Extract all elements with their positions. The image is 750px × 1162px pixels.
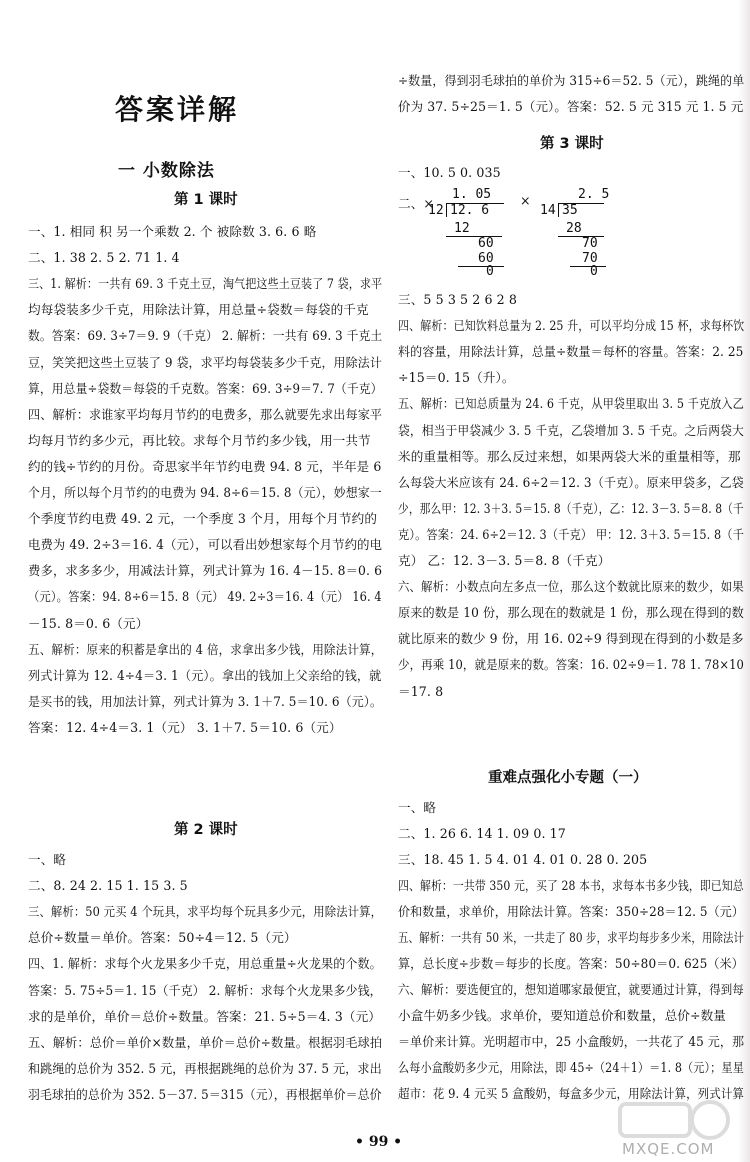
lesson3-text-line: 料的容量，用除法计算，总量÷数量＝每杯的容量。答案：2. 25 <box>398 344 744 360</box>
lesson1-text-line: 约的钱÷节约的月份。奇思家半年节约电费 94. 8 元，半年是 6 <box>28 458 382 474</box>
lesson2-text-line: 答案：5. 75÷5＝1. 15（千克） 2. 解析：求每个火龙果多少钱， <box>28 982 382 998</box>
lesson1-title: 第 1 课时 <box>174 192 238 208</box>
lesson3-text-line: 原来的数是 10 份，那么现在的数就是 1 份，那么现在得到的数 <box>398 605 744 621</box>
lesson1-text-line: 个季度节约电费 49. 2 元，一个季度 3 个月，用每个月节约的 <box>28 511 378 527</box>
lesson3-text-line: 克）。答案：24. 6÷2＝12. 3（千克） 甲：12. 3＋3. 5＝15. 8（千 <box>398 526 744 542</box>
calc2-line2 <box>570 266 606 267</box>
lesson3-text-line: 就比原来的数少 9 份，用 16. 02÷9 得到现在得到的小数是多 <box>398 631 744 647</box>
lesson3-answer-2-prefix: 二、× <box>398 196 435 211</box>
lesson3-text-line: 少，那么甲：12. 3＋3. 5＝15. 8（千克），乙：12. 3－3. 5＝8. 8（千 <box>398 500 744 516</box>
lesson1-text-line: 列式计算为 12. 4÷4＝3. 1（元）。拿出的钱加上父亲给的钱，就 <box>28 667 382 683</box>
lesson3-text-line: 克） 乙：12. 3－3. 5＝8. 8（千克） <box>398 553 611 568</box>
chapter-title: 一 小数除法 <box>118 161 215 181</box>
lesson1-text-line: 是买书的钱，用加法计算，列式计算为 3. 1＋7. 5＝10. 6（元）。 <box>28 693 383 709</box>
lesson3-text-line: ＝17. 8 <box>398 683 444 699</box>
calc2-quotient: 2. 5 <box>578 187 610 202</box>
lesson2-text-line: 三、解析：50 元买 4 个玩具，求平均每个玩具多少元，用除法计算， <box>28 904 383 920</box>
lesson2-text-line: 和跳绳的总价为 352. 5 元，再根据跳绳的总价为 37. 5 元，求出 <box>28 1060 382 1076</box>
lesson3-text-line: 五、解析：已知总质量为 24. 6 千克，从甲袋里取出 3. 5 千克放入乙 <box>398 396 744 412</box>
page-number: • 99 • <box>355 1134 403 1150</box>
calc2-remainder: 0 <box>590 264 598 279</box>
lesson3-text-line: 么每袋大米应该有 24. 6÷2＝12. 3（千克）。原来甲袋多，乙袋 <box>398 474 744 490</box>
calc1-step2: 60 <box>478 236 494 251</box>
lesson3-text-line: 少，再乘 10，就是原来的数。答案：16. 02÷9＝1. 78 1. 78×10 <box>398 657 744 673</box>
special-topic-text-line: 一、略 <box>398 800 437 815</box>
lesson1-text-line: 费多，求多多少，用减法计算，列式计算为 16. 4－15. 8＝0. 6 <box>28 563 383 579</box>
calc2-step3: 70 <box>582 251 598 266</box>
lesson3-title: 第 3 课时 <box>540 136 604 152</box>
calc1-step1: 12 <box>454 221 470 236</box>
special-topic-text-line: ＝单价来计算。光明超市中，25 小盒酸奶，一共花了 45 元，那 <box>398 1034 745 1049</box>
special-topic-text-line: 五、解析：一共有 50 米，一共走了 80 步，求平均每步多少米，用除法计 <box>398 930 745 945</box>
lesson1-text-line: （元）。答案：94. 8÷6＝15. 8（元） 49. 2÷3＝16. 4（元） 16. 4 <box>28 589 382 605</box>
calc1-remainder: 0 <box>486 264 494 279</box>
lesson2-text-line: 求的是单价，单价＝总价÷数量。答案：21. 5÷5＝4. 3（元） <box>28 1008 381 1024</box>
lesson1-text-line: 豆，笑笑把这些土豆装了 9 袋，求平均每袋装多少千克，用除法计 <box>28 354 382 370</box>
lesson1-text-line: 个月，所以每个月节约的电费为 94. 8÷6＝15. 8（元），妙想家一 <box>28 485 382 500</box>
calc1-dividend: 12. 6 <box>450 203 490 218</box>
lesson1-text-line: 电费为 49. 2÷3＝16. 4（元），可以看出妙想家每个月节约的电 <box>28 537 383 553</box>
lesson1-text-line: 四、解析：求谁家平均每月节约的电费多，那么就要先求出每家平 <box>28 406 383 422</box>
right-top-text-line: 价为 37. 5÷25＝1. 5（元）。答案：52. 5 元 315 元 1. 5 元 <box>398 99 744 114</box>
calc1-quotient: 1. 05 <box>452 187 492 202</box>
special-topic-text-line: 二、1. 26 6. 14 1. 09 0. 17 <box>398 826 566 841</box>
calc2-divisor: 14 <box>540 203 556 218</box>
special-topic-text-line: 价和数量，求单价，用除法计算。答案：350÷28＝12. 5（元） <box>398 904 744 919</box>
special-topic-text-line: 三、18. 45 1. 5 4. 01 4. 01 0. 28 0. 205 <box>398 852 648 867</box>
calc2-step1: 28 <box>566 221 582 236</box>
calc1-divisor: 12 <box>428 203 444 218</box>
lesson1-text-line: 均每月节约多少元，再比较。求每个月节约多少钱，用一共节 <box>28 432 371 448</box>
lesson1-text-line: 答案：12. 4÷4＝3. 1（元） 3. 1＋7. 5＝10. 6（元） <box>28 719 342 735</box>
lesson3-text-line: 米的重量相等。那么反过来想，如果两袋大米的重量相等，那 <box>398 448 741 464</box>
page-title: 答案详解 <box>115 93 240 126</box>
lesson2-text-line: 五、解析：总价＝单价×数量，单价＝总价÷数量。根据羽毛球拍 <box>28 1034 383 1050</box>
lesson1-text-line: －15. 8＝0. 6（元） <box>28 615 149 631</box>
calc1-line2 <box>458 266 504 267</box>
lesson1-text-line: 二、1. 38 2. 5 2. 71 1. 4 <box>28 250 180 266</box>
calc2-bracket <box>558 203 559 217</box>
calc1-bracket <box>446 203 447 217</box>
calc1-step3: 60 <box>478 251 494 266</box>
lesson1-text-line: 数。答案：69. 3÷7＝9. 9（千克） 2. 解析：一共有 69. 3 千克土 <box>28 328 383 344</box>
lesson2-text-line: 四、1. 解析：求每个火龙果多少千克，用总重量÷火龙果的个数。 <box>28 956 382 972</box>
special-topic-text-line: 小盒牛奶多少钱。求单价，要知道总价和数量，总价÷数量 <box>398 1008 726 1023</box>
special-topic-text-line: 超市：花 9. 4 元买 5 盒酸奶，每盒多少元，用除法计算，列式计算 <box>398 1086 745 1101</box>
lesson3-text-line: 袋，相当于甲袋减少 3. 5 千克，乙袋增加 3. 5 千克。之后两袋大 <box>398 422 744 438</box>
cross-mark: × <box>520 193 531 208</box>
lesson1-text-line: 五、解析：原来的积蓄是拿出的 4 倍，求拿出多少钱，用除法计算， <box>28 641 383 657</box>
lesson1-text-line: 算，用总量÷袋数＝每袋的千克数。答案：69. 3÷9＝7. 7（千克） <box>28 380 383 396</box>
watermark-text: MXQE.COM <box>622 1140 715 1158</box>
lesson2-text-line: 总价÷数量＝单价。答案：50÷4＝12. 5（元） <box>28 930 297 946</box>
lesson2-text-line: 一、略 <box>28 852 67 867</box>
lesson1-text-line: 均每袋装多少千克，用除法计算，用总量÷袋数＝每袋的千克 <box>28 302 369 318</box>
lesson2-text-line: 羽毛球拍的总价为 352. 5－37. 5＝315（元），再根据单价＝总价 <box>28 1086 382 1102</box>
special-topic-title: 重难点强化小专题（一） <box>488 770 648 786</box>
lesson3-text-line: 三、5 5 3 5 2 6 2 8 <box>398 292 518 307</box>
lesson3-text-line: 六、解析：小数点向左多点一位，那么这个数就比原来的数少，如果 <box>398 579 744 595</box>
lesson1-text-line: 一、1. 相同 积 另一个乘数 2. 个 被除数 3. 6. 6 略 <box>28 224 317 239</box>
lesson2-title: 第 2 课时 <box>174 822 238 838</box>
lesson3-answer-1: 一、10. 5 0. 035 <box>398 165 501 180</box>
lesson3-text-line: 四、解析：已知饮料总量为 2. 25 升，可以平均分成 15 杯，求每杯饮 <box>398 318 745 334</box>
lesson1-text-line: 三、1. 解析：一共有 69. 3 千克土豆，淘气把这些土豆装了 7 袋，求平 <box>28 276 383 292</box>
calc2-dividend: 35 <box>562 203 578 218</box>
special-topic-text-line: 么每小盒酸奶多少元，用除法，即 45÷（24＋1）＝1. 8（元）；星星 <box>398 1060 744 1075</box>
right-top-text-line: ÷数量，得到羽毛球拍的单价为 315÷6＝52. 5（元），跳绳的单 <box>398 73 745 88</box>
calc2-step2: 70 <box>582 236 598 251</box>
lesson2-text-line: 二、8. 24 2. 15 1. 15 3. 5 <box>28 878 188 894</box>
special-topic-text-line: 六、解析：要选便宜的，想知道哪家最便宜，就要通过计算，得到每 <box>398 982 744 997</box>
special-topic-text-line: 四、解析：一共带 350 元，买了 28 本书，求每本书多少钱，即已知总 <box>398 878 744 893</box>
lesson3-text-line: ÷15＝0. 15（升）。 <box>398 370 515 386</box>
special-topic-text-line: 算，总长度÷步数＝每步的长度。答案：50÷80＝0. 625（米） <box>398 956 744 971</box>
